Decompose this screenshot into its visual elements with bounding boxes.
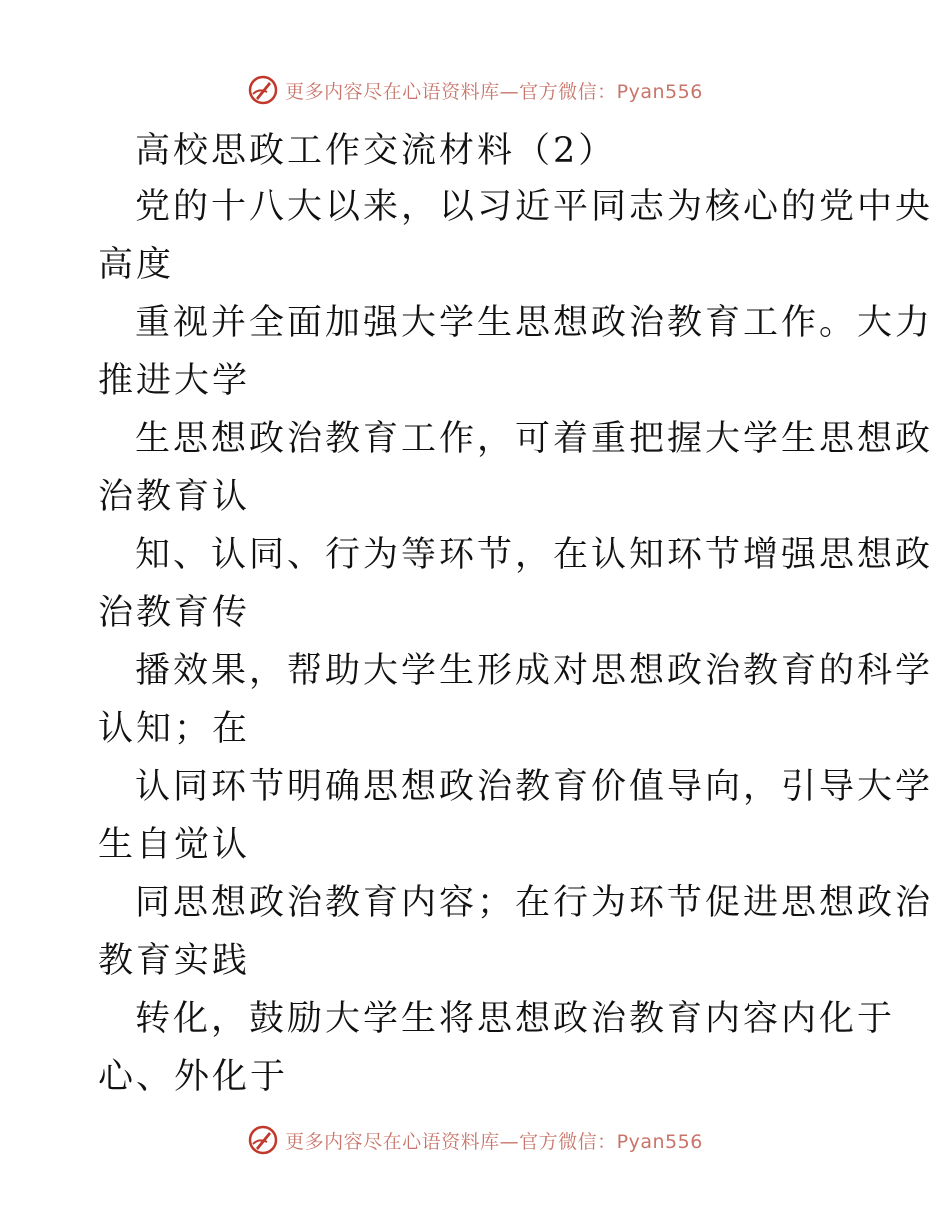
paragraph-line: 推进大学 xyxy=(98,361,251,401)
document-title: 高校思政工作交流材料（2） xyxy=(135,131,617,171)
paragraph-line: 认同环节明确思想政治教育价值导向，引导大学 xyxy=(135,767,934,807)
paragraph-line: 教育实践 xyxy=(98,941,251,981)
paragraph-line: 治教育认 xyxy=(98,477,251,517)
paragraph-line: 生自觉认 xyxy=(98,825,251,865)
footer-watermark xyxy=(0,1120,950,1160)
paragraph-line: 治教育传 xyxy=(98,593,251,633)
paragraph-line: 党的十八大以来，以习近平同志为核心的党中央 xyxy=(135,187,934,227)
paragraph-line: 同思想政治教育内容；在行为环节促进思想政治 xyxy=(135,883,934,923)
quill-logo-icon xyxy=(247,1124,279,1156)
paragraph-line: 转化，鼓励大学生将思想政治教育内容内化于 xyxy=(135,999,896,1039)
quill-logo-icon xyxy=(247,74,279,106)
paragraph-line: 心、外化于 xyxy=(98,1057,289,1097)
paragraph-line: 播效果，帮助大学生形成对思想政治教育的科学 xyxy=(135,651,934,691)
paragraph-line: 认知；在 xyxy=(98,709,251,749)
header-watermark xyxy=(0,70,950,110)
paragraph-line: 重视并全面加强大学生思想政治教育工作。大力 xyxy=(135,303,934,343)
paragraph-line: 高度 xyxy=(98,245,175,285)
watermark-text: 更多内容尽在心语资料库—官方微信：Pyan556 xyxy=(285,80,703,103)
watermark-text: 更多内容尽在心语资料库—官方微信：Pyan556 xyxy=(285,1130,703,1153)
paragraph-line: 生思想政治教育工作，可着重把握大学生思想政 xyxy=(135,419,934,459)
paragraph-line: 知、认同、行为等环节，在认知环节增强思想政 xyxy=(135,535,934,575)
